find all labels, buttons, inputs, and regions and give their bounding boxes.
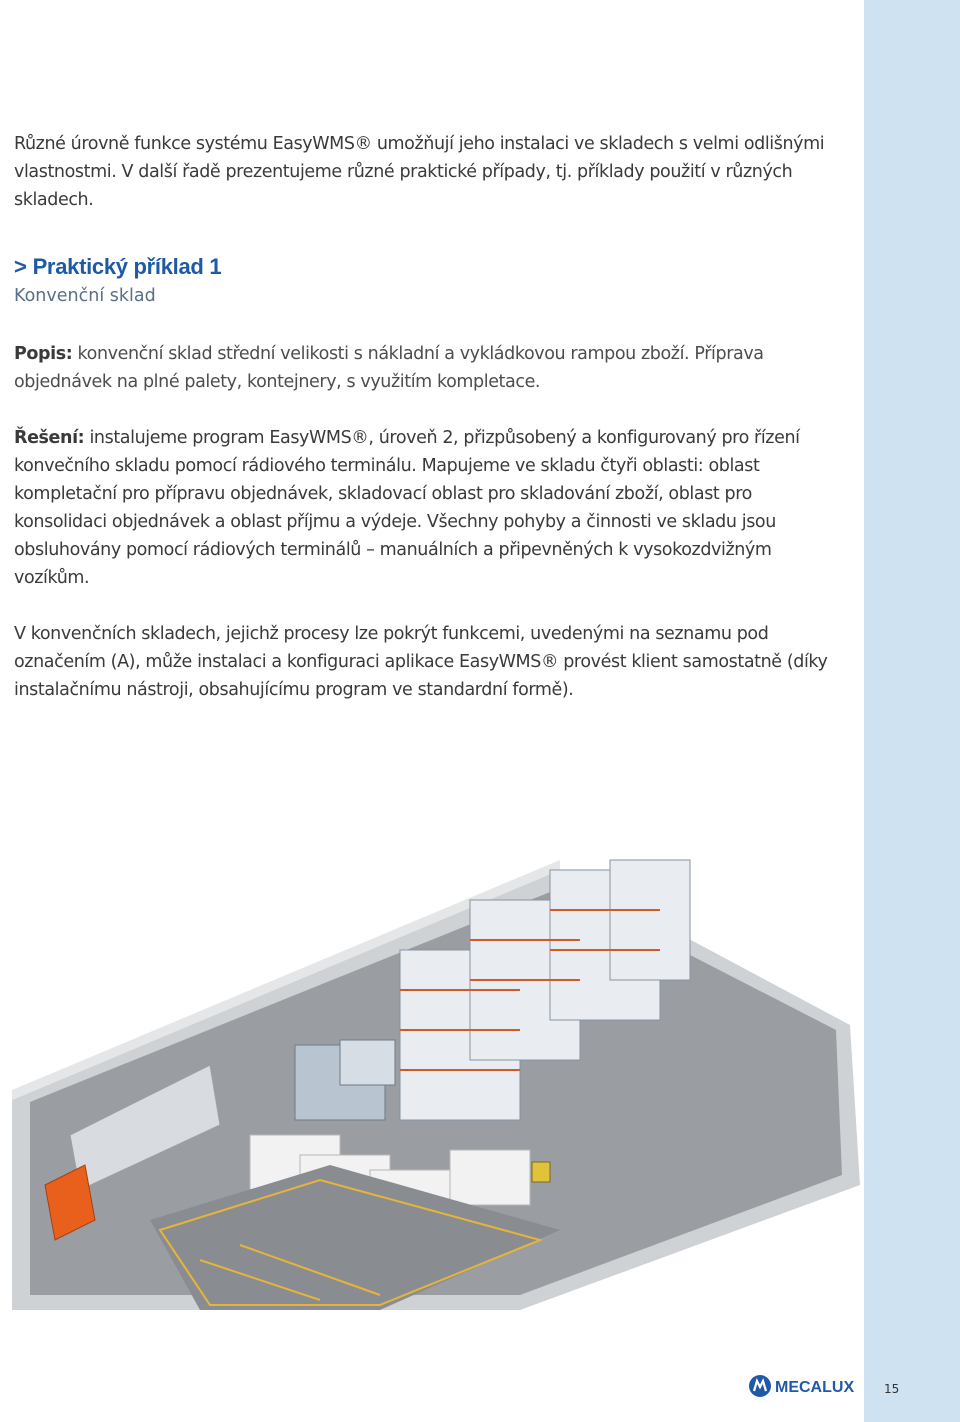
office-area <box>295 1040 395 1120</box>
warehouse-illustration <box>0 790 864 1310</box>
example-heading <box>14 254 221 280</box>
popis-label: Popis: <box>14 344 73 364</box>
intro-paragraph: Různé úrovně funkce systému EasyWMS® umožňují jeho instalaci ve skladech s velmi odlišnými vlastnostmi. V další řadě prezentujeme různé praktické případy, tj. příklady použití v různých skladech. <box>14 134 825 210</box>
closing-paragraph: V konvenčních skladech, jejichž procesy lze pokrýt funkcemi, uvedenými na seznamu pod označením (A), může instalaci a konfiguraci aplikace EasyWMS® provést klient samostatně (díky instalačnímu nástroji, obsahujícímu program ve standardní formě). <box>14 624 828 700</box>
forklift <box>532 1162 550 1182</box>
reseni-label: Řešení: <box>14 428 85 448</box>
reseni-paragraph <box>14 424 844 592</box>
popis-text: konvenční sklad střední velikosti s nákladní a vykládkovou rampou zboží. Příprava objednávek na plné palety, kontejnery, s využitím kompletace. <box>14 344 764 392</box>
mecalux-brand: MECALUX <box>775 1379 855 1396</box>
page-side-band <box>864 0 960 1422</box>
chevron-right-icon: > <box>14 254 27 279</box>
reseni-text: instalujeme program EasyWMS®, úroveň 2, přizpůsobený a konfigurovaný pro řízení konvečního skladu pomocí rádiového terminálu. Mapujeme ve skladu čtyři oblasti: oblast kompletační pro přípravu objednávek, skladovací oblast pro skladování zboží, oblast pro konsolidaci objednávek a oblast příjmu a výdeje. Všechny pohyby a činnosti ve skladu jsou obsluhovány pomocí rádiových terminálů – manuálních a připevněných k vysokozdvižným vozíkům. <box>14 428 800 588</box>
rack-block <box>610 860 690 980</box>
page-number: 15 <box>884 1382 900 1396</box>
mecalux-logo <box>748 1374 872 1398</box>
example-subtitle: Konvenční sklad <box>14 286 156 306</box>
example-title: Praktický příklad 1 <box>32 254 222 279</box>
popis-paragraph <box>14 340 844 396</box>
